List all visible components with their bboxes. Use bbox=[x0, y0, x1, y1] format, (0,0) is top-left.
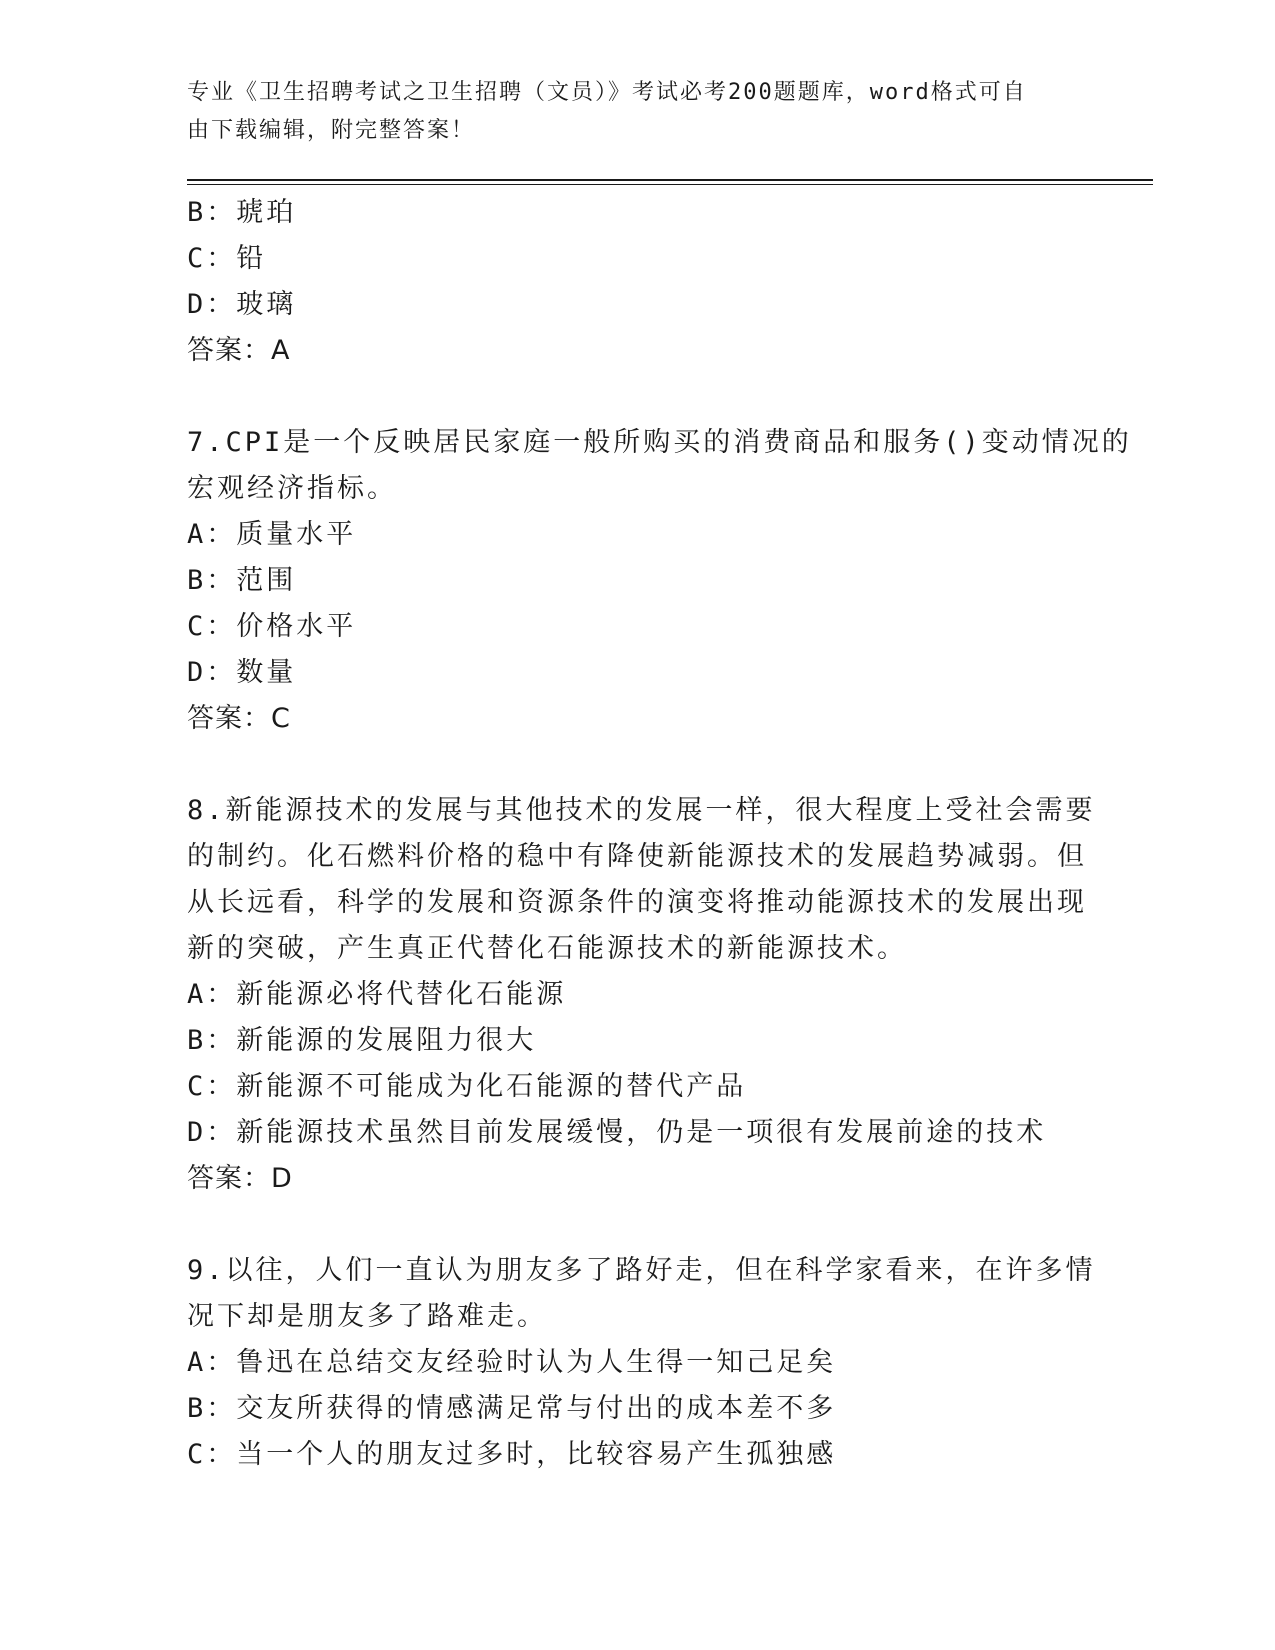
question-stem-line: 从长远看，科学的发展和资源条件的演变将推动能源技术的发展出现 bbox=[187, 887, 1087, 918]
option-c: C：铅 bbox=[187, 243, 267, 274]
question-stem-line: 8.新能源技术的发展与其他技术的发展一样，很大程度上受社会需要 bbox=[187, 795, 1096, 826]
question-stem-line: 宏观经济指标。 bbox=[187, 473, 397, 504]
spacer bbox=[187, 1202, 1087, 1248]
spacer bbox=[187, 742, 1087, 788]
option-c: C：价格水平 bbox=[187, 611, 357, 642]
header-divider-thick bbox=[187, 179, 1153, 181]
question-9 bbox=[187, 1248, 1096, 1478]
option-b: B：交友所获得的情感满足常与付出的成本差不多 bbox=[187, 1393, 837, 1424]
question-stem-line: 新的突破，产生真正代替化石能源技术的新能源技术。 bbox=[187, 933, 907, 964]
option-b: B：琥珀 bbox=[187, 197, 297, 228]
answer-line: 答案：C bbox=[187, 703, 291, 734]
option-d: D：新能源技术虽然目前发展缓慢，仍是一项很有发展前途的技术 bbox=[187, 1117, 1047, 1148]
question-stem-line: 9.以往，人们一直认为朋友多了路好走，但在科学家看来，在许多情 bbox=[187, 1255, 1096, 1286]
question-content bbox=[187, 190, 1132, 1478]
question-stem-line: 况下却是朋友多了路难走。 bbox=[187, 1301, 547, 1332]
option-c: C：新能源不可能成为化石能源的替代产品 bbox=[187, 1071, 747, 1102]
question-6-remainder bbox=[187, 190, 1087, 374]
spacer bbox=[187, 374, 1087, 420]
option-d: D：玻璃 bbox=[187, 289, 297, 320]
option-a: A：新能源必将代替化石能源 bbox=[187, 979, 567, 1010]
question-8 bbox=[187, 788, 1096, 1202]
question-stem-line: 的制约。化石燃料价格的稳中有降使新能源技术的发展趋势减弱。但 bbox=[187, 841, 1087, 872]
header-line-2: 由下载编辑，附完整答案！ bbox=[187, 118, 476, 143]
option-a: A：鲁迅在总结交友经验时认为人生得一知己足矣 bbox=[187, 1347, 837, 1378]
question-7 bbox=[187, 420, 1132, 742]
document-header bbox=[187, 74, 1087, 150]
header-divider-thin bbox=[187, 184, 1153, 185]
header-line-1: 专业《卫生招聘考试之卫生招聘（文员）》考试必考200题题库，word格式可自 bbox=[187, 80, 1027, 105]
answer-line: 答案：D bbox=[187, 1163, 293, 1194]
question-stem-line: 7.CPI是一个反映居民家庭一般所购买的消费商品和服务()变动情况的 bbox=[187, 427, 1132, 458]
option-d: D：数量 bbox=[187, 657, 297, 688]
option-c: C：当一个人的朋友过多时，比较容易产生孤独感 bbox=[187, 1439, 837, 1470]
option-b: B：范围 bbox=[187, 565, 297, 596]
option-b: B：新能源的发展阻力很大 bbox=[187, 1025, 537, 1056]
answer-line: 答案：A bbox=[187, 335, 291, 366]
option-a: A：质量水平 bbox=[187, 519, 357, 550]
